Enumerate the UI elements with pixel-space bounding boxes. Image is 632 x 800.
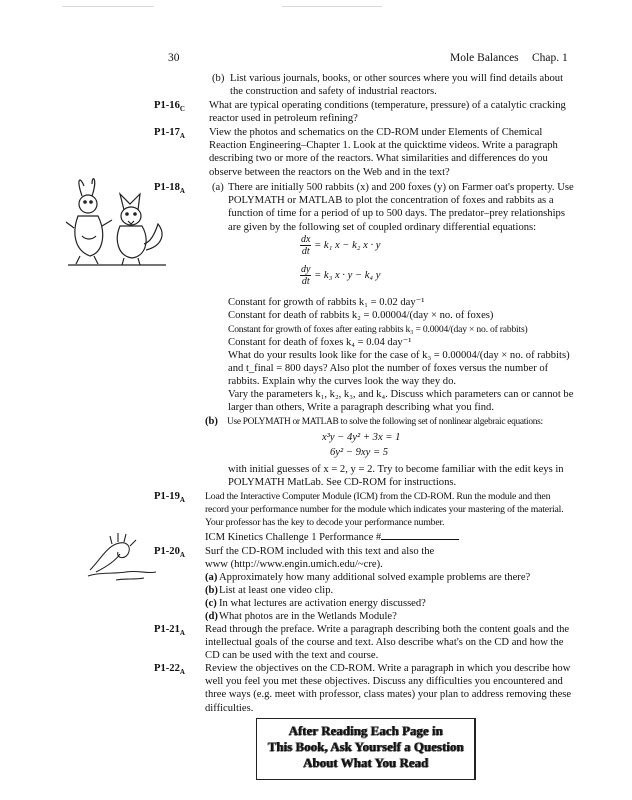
p15-b <box>212 72 572 98</box>
p19-label: $P1-19_A$ <box>154 491 185 505</box>
p17-label: $P1-17_A$ <box>154 127 185 141</box>
p17-text: View the photos and schematics on the CD-ROM under Elements of Chemical Reaction Engineering–Chapter 1. Look at the quicktime videos. Write a paragraph describing two or more of the reactors. What similarities and differences do you observe between the reactors on the Web and in the text? <box>209 127 558 178</box>
p20-item-c: (c) In what lectures are activation energy discussed? <box>205 598 426 609</box>
wave-illustration <box>86 530 158 582</box>
p18-a-tag: (a) <box>212 182 224 193</box>
p22-label: $P1-22_A$ <box>154 663 185 677</box>
p19-challenge-label: ICM Kinetics Challenge 1 Performance # <box>205 532 382 543</box>
ode-1-derivative: $\frac{dx}{dt}$ <box>301 234 311 257</box>
top-rule-right <box>282 6 382 7</box>
reminder-line-2: This Book, Ask Yourself a Question <box>267 739 464 754</box>
p16-label: $P1-16_C$ <box>154 100 185 114</box>
p20-text: Surf the CD-ROM included with this text and also the www (http://www.engin.umich.edu/~cre). <box>205 546 435 571</box>
p20-label: $P1-20_A$ <box>154 546 185 560</box>
chapter-label: Chap. 1 <box>532 52 568 64</box>
running-title: Mole Balances <box>450 52 519 64</box>
p18-a <box>212 181 574 234</box>
p18-b-tag: (b) <box>205 416 218 427</box>
ode-2-derivative: $\frac{dy}{dt}$ <box>301 264 311 287</box>
p18-a-text: There are initially 500 rabbits (x) and 200 foxes (y) on Farmer oat's property. Use POLYMATH or MATLAB to plot the concentration of foxes and rabbits as a function of time for a period of up to 500 days. The predator–prey relationships are given by the following set of coupled ordinary differential equations: <box>228 182 574 233</box>
reminder-line-3: About What You Read <box>302 755 429 770</box>
p19-challenge <box>205 530 575 544</box>
p22-text: Review the objectives on the CD-ROM. Write a paragraph in which you describe how well you feel you met these objectives. Discuss any difficulties you encountered and three ways (e.g. meet with professor, class mates) your plan to address removing these difficulties. <box>205 663 572 714</box>
constant-k1: Constant for growth of rabbits k₁ = 0.02 day⁻¹ <box>228 297 425 308</box>
ode-1-rhs: = k₁ x − k₂ x · y <box>314 239 381 251</box>
ode-2-rhs: = k₃ x · y − k₄ y <box>314 269 381 281</box>
p18-b <box>205 415 577 429</box>
constant-k2: Constant for death of rabbits k₂ = 0.00004/(day × no. of foxes) <box>228 310 494 321</box>
p18-label: $P1-18_A$ <box>154 182 185 196</box>
reading-reminder-box <box>256 718 476 780</box>
top-rule-left <box>62 6 154 7</box>
p19-text: Load the Interactive Computer Module (ICM) from the CD-ROM. Run the module and then record your performance number for the module which indicates your mastering of the material. Your professor has the key to decode your performance number. <box>205 491 564 529</box>
ode-1 <box>300 234 380 257</box>
reminder-line-1: After Reading Each Page in <box>288 723 443 738</box>
p20-item-d: (d)What photos are in the Wetlands Module? <box>205 611 397 622</box>
constant-k4: Constant for death of foxes k₄ = 0.04 day⁻¹ <box>228 337 412 348</box>
nonlinear-eq-2: 6y² − 9xy = 5 <box>330 447 389 458</box>
p18-b-text: Use POLYMATH or MATLAB to solve the following set of nonlinear algebraic equations: <box>227 417 543 427</box>
p20-item-a: (a) Approximately how many additional solved example problems are there? <box>205 572 531 583</box>
p15-b-tag: (b) <box>212 73 225 84</box>
p16-text: What are typical operating conditions (temperature, pressure) of a catalytic cracking reactor used in petroleum refining? <box>209 100 566 125</box>
p18-b-tail: with initial guesses of x = 2, y = 2. Try to become familiar with the edit keys in POLYMATH MatLab. See CD-ROM for instructions. <box>228 464 564 489</box>
p21-label: $P1-21_A$ <box>154 624 185 638</box>
page-number: 30 <box>168 52 180 64</box>
p18-question-2: Vary the parameters k₁, k₂, k₃, and k₄. Discuss which parameters can or cannot be larger than others, Write a paragraph describing what you find. <box>228 389 574 414</box>
constant-k3: Constant for growth of foxes after eating rabbits k₃ = 0.0004/(day × no. of rabbits) <box>228 324 528 335</box>
p21-text: Read through the preface. Write a paragraph describing both the content goals and the intellectual goals of the course and text. Also describe what's on the CD and how the CD can be used with the text and course. <box>205 624 570 662</box>
p15-b-text: List various journals, books, or other sources where you will find details about the construction and safety of industrial reactors. <box>230 73 564 98</box>
performance-blank <box>381 530 459 540</box>
p20-item-b: (b)List at least one video clip. <box>205 585 334 596</box>
nonlinear-eq-1: x³y − 4y² + 3x = 1 <box>322 432 401 443</box>
ode-2 <box>300 264 380 287</box>
p18-question-1: What do your results look like for the case of k₃ = 0.00004/(day × no. of rabbits) and t_final = 800 days? Also plot the number of foxes versus the number of rabbits. Explain why the curves look the way they do. <box>228 350 570 388</box>
